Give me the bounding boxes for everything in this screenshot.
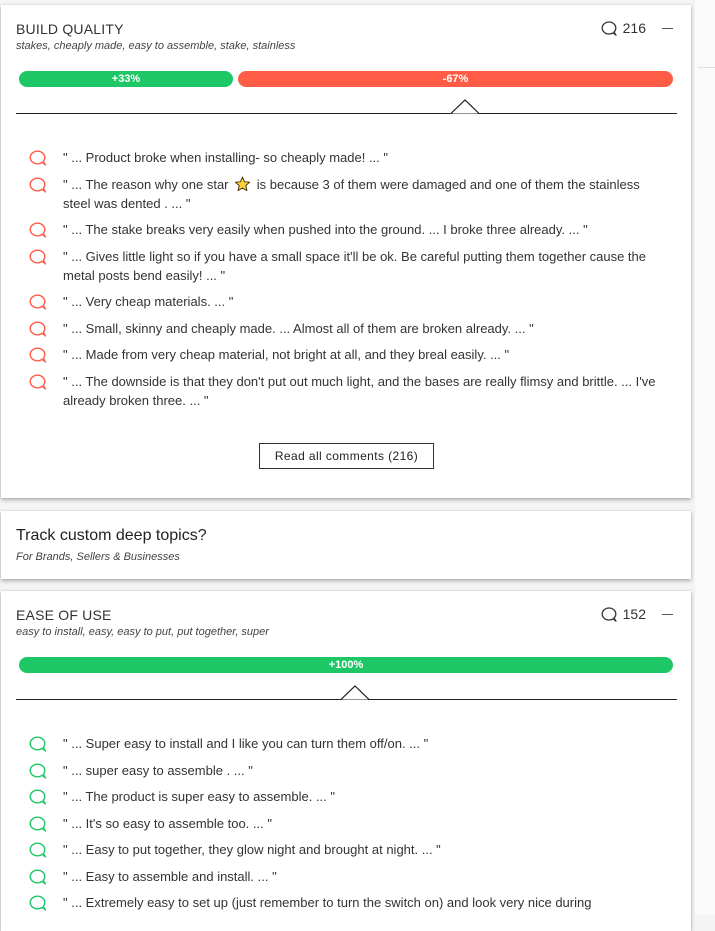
- promo-title[interactable]: Track custom deep topics?: [16, 527, 207, 544]
- comment-count[interactable]: [601, 606, 646, 622]
- positive-sentiment-bar: [19, 71, 233, 87]
- custom-topics-card[interactable]: [1, 511, 691, 579]
- positive-percent-label: +100%: [328, 659, 364, 671]
- topic-title: EASE OF USE: [16, 607, 112, 623]
- comment-count[interactable]: [601, 20, 646, 36]
- comment-item: [29, 345, 659, 364]
- positive-comment-icon: [29, 895, 47, 911]
- comment-text: " ... Made from very cheap material, not bright at all, and they breal easily. ... ": [63, 347, 510, 362]
- comment-text: " ... Gives little light so if you have a small space it'll be ok. Be careful putting them together cause the metal posts bend easily! ... ": [63, 249, 647, 283]
- comment-item: [29, 175, 659, 213]
- collapse-icon[interactable]: [662, 614, 673, 615]
- comment-text: " ... Super easy to install and I like you can turn them off/on. ... ": [63, 736, 429, 751]
- comment-text: " ... The downside is that they don't put out much light, and the bases are really flimsy and brittle. ... I've already broken three. ... ": [63, 374, 656, 408]
- section-divider: [16, 113, 677, 114]
- positive-comment-icon: [29, 736, 47, 752]
- page-right-divider: [698, 67, 715, 68]
- comment-text: " ... Product broke when installing- so cheaply made! ... ": [63, 150, 388, 165]
- selection-pointer-icon: [341, 685, 369, 700]
- promo-subtitle: For Brands, Sellers & Businesses: [16, 551, 180, 563]
- ease-of-use-card: [1, 591, 691, 931]
- positive-comment-icon: [29, 789, 47, 805]
- comment-item: [29, 148, 659, 167]
- positive-comment-icon: [29, 816, 47, 832]
- comment-text-end: is because 3 of them were damaged and one of them the stainless steel was dented . ... ": [63, 177, 640, 211]
- negative-comment-icon: [29, 150, 47, 166]
- comment-text: " ... The product is super easy to assemble. ... ": [63, 789, 336, 804]
- comment-text: " ... Small, skinny and cheaply made. ... Almost all of them are broken already. ... ": [63, 321, 534, 336]
- negative-comment-icon: [29, 222, 47, 238]
- comment-text: [63, 175, 659, 213]
- topic-title: BUILD QUALITY: [16, 21, 124, 37]
- comment-text: " ... Extremely easy to set up (just remember to turn the switch on) and look very nice during: [63, 895, 592, 910]
- star-emoji-icon: [234, 176, 251, 192]
- positive-comment-icon: [29, 763, 47, 779]
- comment-item: [29, 814, 659, 833]
- positive-percent-label: +33%: [111, 73, 141, 85]
- comment-item: [29, 893, 659, 912]
- comment-item: [29, 319, 659, 338]
- negative-comment-icon: [29, 347, 47, 363]
- comment-bubble-icon: [601, 21, 617, 36]
- negative-percent-label: -67%: [442, 73, 469, 85]
- comment-item: [29, 220, 659, 239]
- comment-text: " ... Easy to put together, they glow night and brought at night. ... ": [63, 842, 441, 857]
- comment-text: " ... The stake breaks very easily when pushed into the ground. ... I broke three already. ... ": [63, 222, 588, 237]
- comment-item: [29, 247, 659, 285]
- positive-comment-icon: [29, 869, 47, 885]
- build-quality-card: [1, 5, 691, 498]
- negative-comment-icon: [29, 294, 47, 310]
- comment-item: [29, 372, 659, 410]
- collapse-icon[interactable]: [662, 28, 673, 29]
- comment-item: [29, 292, 659, 311]
- negative-comment-icon: [29, 321, 47, 337]
- selection-pointer-icon: [451, 99, 479, 114]
- negative-comment-icon: [29, 374, 47, 390]
- comment-item: [29, 734, 659, 753]
- comment-text-start: " ... The reason why one star: [63, 177, 233, 192]
- topic-keywords: easy to install, easy, easy to put, put together, super: [16, 626, 269, 638]
- page-right-edge: [695, 0, 715, 915]
- comment-text: " ... Easy to assemble and install. ... ": [63, 869, 277, 884]
- negative-comment-icon: [29, 177, 47, 193]
- negative-comment-icon: [29, 249, 47, 265]
- comment-text: " ... super easy to assemble . ... ": [63, 763, 253, 778]
- read-all-comments-button[interactable]: Read all comments (216): [259, 443, 434, 469]
- topic-keywords: stakes, cheaply made, easy to assemble, stake, stainless: [16, 40, 296, 52]
- comment-text: " ... It's so easy to assemble too. ... ": [63, 816, 272, 831]
- comment-count-value: 152: [622, 606, 646, 622]
- comment-text: " ... Very cheap materials. ... ": [63, 294, 234, 309]
- comment-item: [29, 867, 659, 886]
- negative-sentiment-bar: [238, 71, 673, 87]
- comment-count-value: 216: [622, 20, 646, 36]
- comment-item: [29, 761, 659, 780]
- comment-item: [29, 787, 659, 806]
- positive-comment-icon: [29, 842, 47, 858]
- comment-bubble-icon: [601, 607, 617, 622]
- comment-item: [29, 840, 659, 859]
- positive-sentiment-bar: [19, 657, 673, 673]
